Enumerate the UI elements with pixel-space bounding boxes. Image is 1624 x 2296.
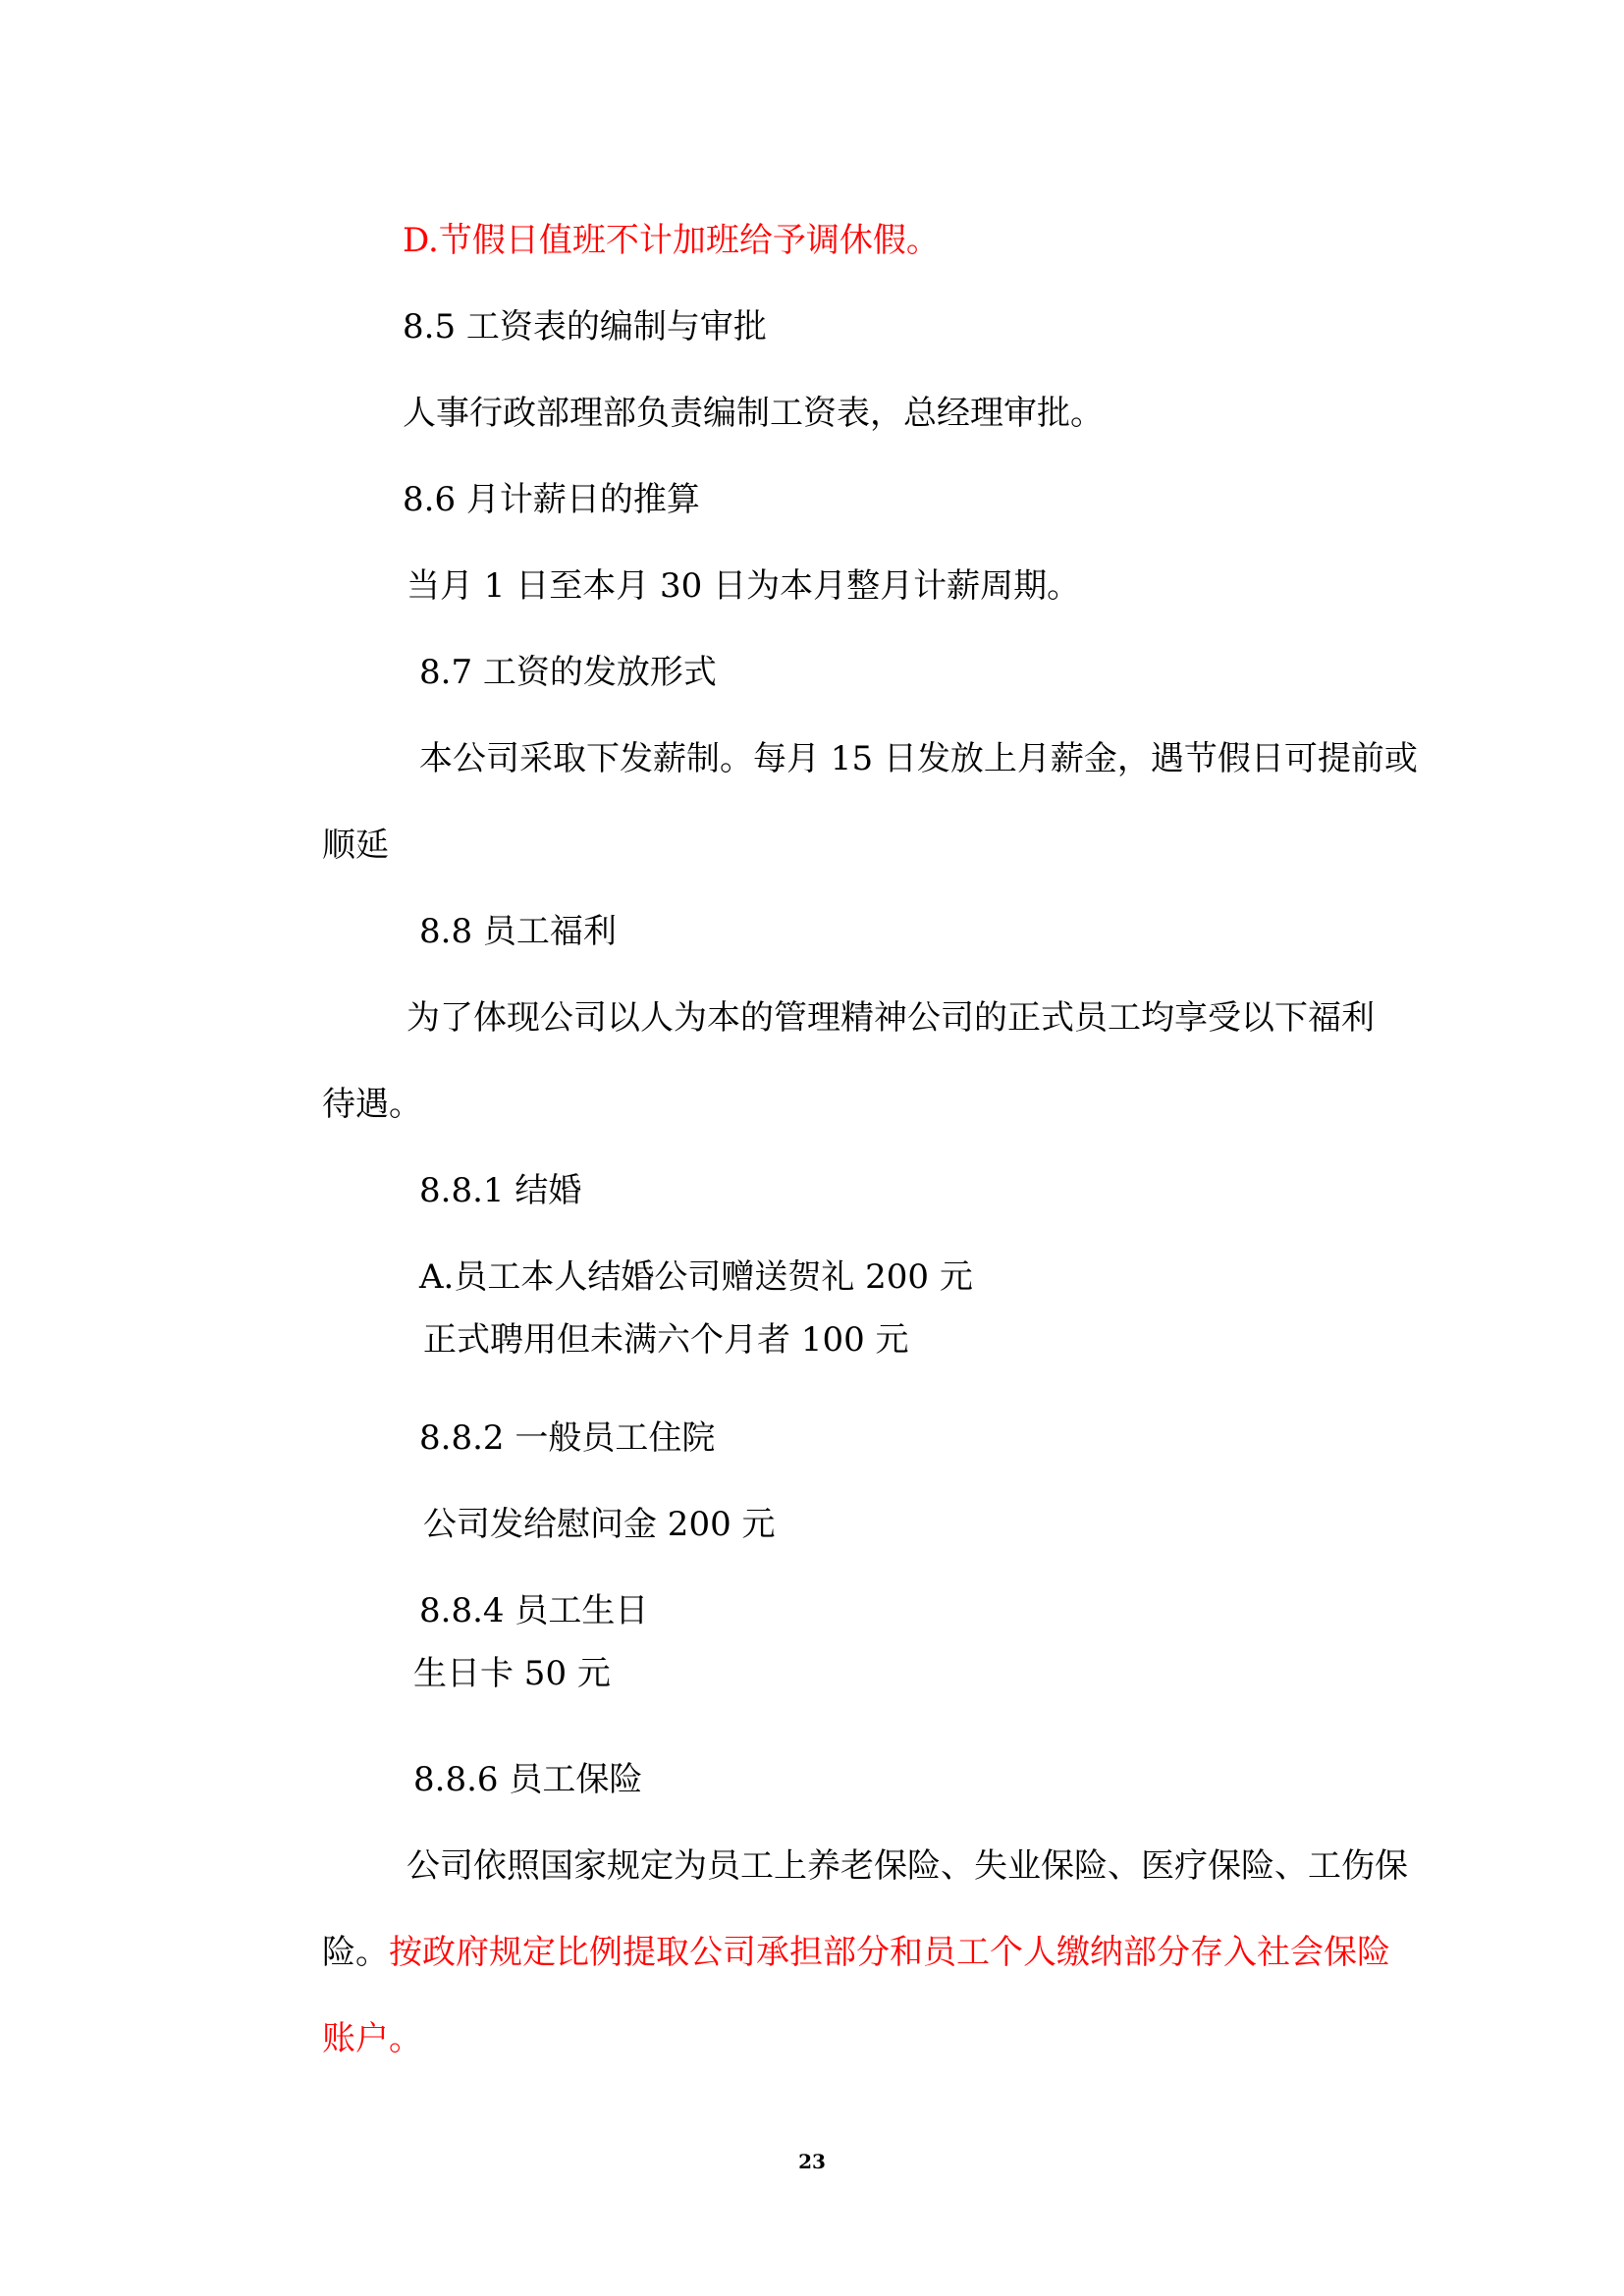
paragraph-insurance-line2: [322, 1933, 1390, 1972]
paragraph-benefits-line1: 为了体现公司以人为本的管理精神公司的正式员工均享受以下福利: [406, 998, 1375, 1038]
paragraph-marriage-gift: A.员工本人结婚公司赠送贺礼 200 元: [419, 1257, 973, 1297]
page-number: 23: [798, 2150, 826, 2173]
heading-8-8-4: 8.8.4 员工生日: [419, 1591, 649, 1630]
paragraph-insurance-line3: 账户。: [322, 2019, 422, 2058]
heading-8-8: 8.8 员工福利: [419, 912, 617, 951]
paragraph-pay-method-line1: 本公司采取下发薪制。每月 15 日发放上月薪金，遇节假日可提前或: [419, 739, 1418, 778]
heading-8-5: 8.5 工资表的编制与审批: [403, 307, 767, 347]
paragraph-hospital-visit: 公司发给慰问金 200 元: [423, 1505, 776, 1544]
heading-8-7: 8.7 工资的发放形式: [419, 653, 717, 692]
paragraph-pay-method-line2: 顺延: [322, 826, 389, 865]
paragraph-birthday-card: 生日卡 50 元: [413, 1654, 611, 1693]
heading-8-8-2: 8.8.2 一般员工住院: [419, 1418, 716, 1458]
heading-8-6: 8.6 月计薪日的推算: [403, 480, 700, 519]
insurance-line2-red-part: 按政府规定比例提取公司承担部分和员工个人缴纳部分存入社会保险: [389, 1933, 1390, 1972]
paragraph-pay-period: 当月 1 日至本月 30 日为本月整月计薪周期。: [406, 566, 1081, 606]
paragraph-payroll-prep: 人事行政部理部负责编制工资表，总经理审批。: [403, 394, 1104, 433]
heading-8-8-6: 8.8.6 员工保险: [413, 1760, 643, 1799]
paragraph-benefits-line2: 待遇。: [322, 1085, 422, 1124]
insurance-line2-black-part: 险。: [322, 1933, 389, 1972]
heading-8-8-1: 8.8.1 结婚: [419, 1171, 582, 1210]
paragraph-holiday-duty: D.节假日值班不计加班给予调休假。: [403, 221, 940, 260]
paragraph-marriage-probation: 正式聘用但未满六个月者 100 元: [423, 1320, 909, 1360]
paragraph-insurance-line1: 公司依照国家规定为员工上养老保险、失业保险、医疗保险、工伤保: [406, 1846, 1408, 1886]
